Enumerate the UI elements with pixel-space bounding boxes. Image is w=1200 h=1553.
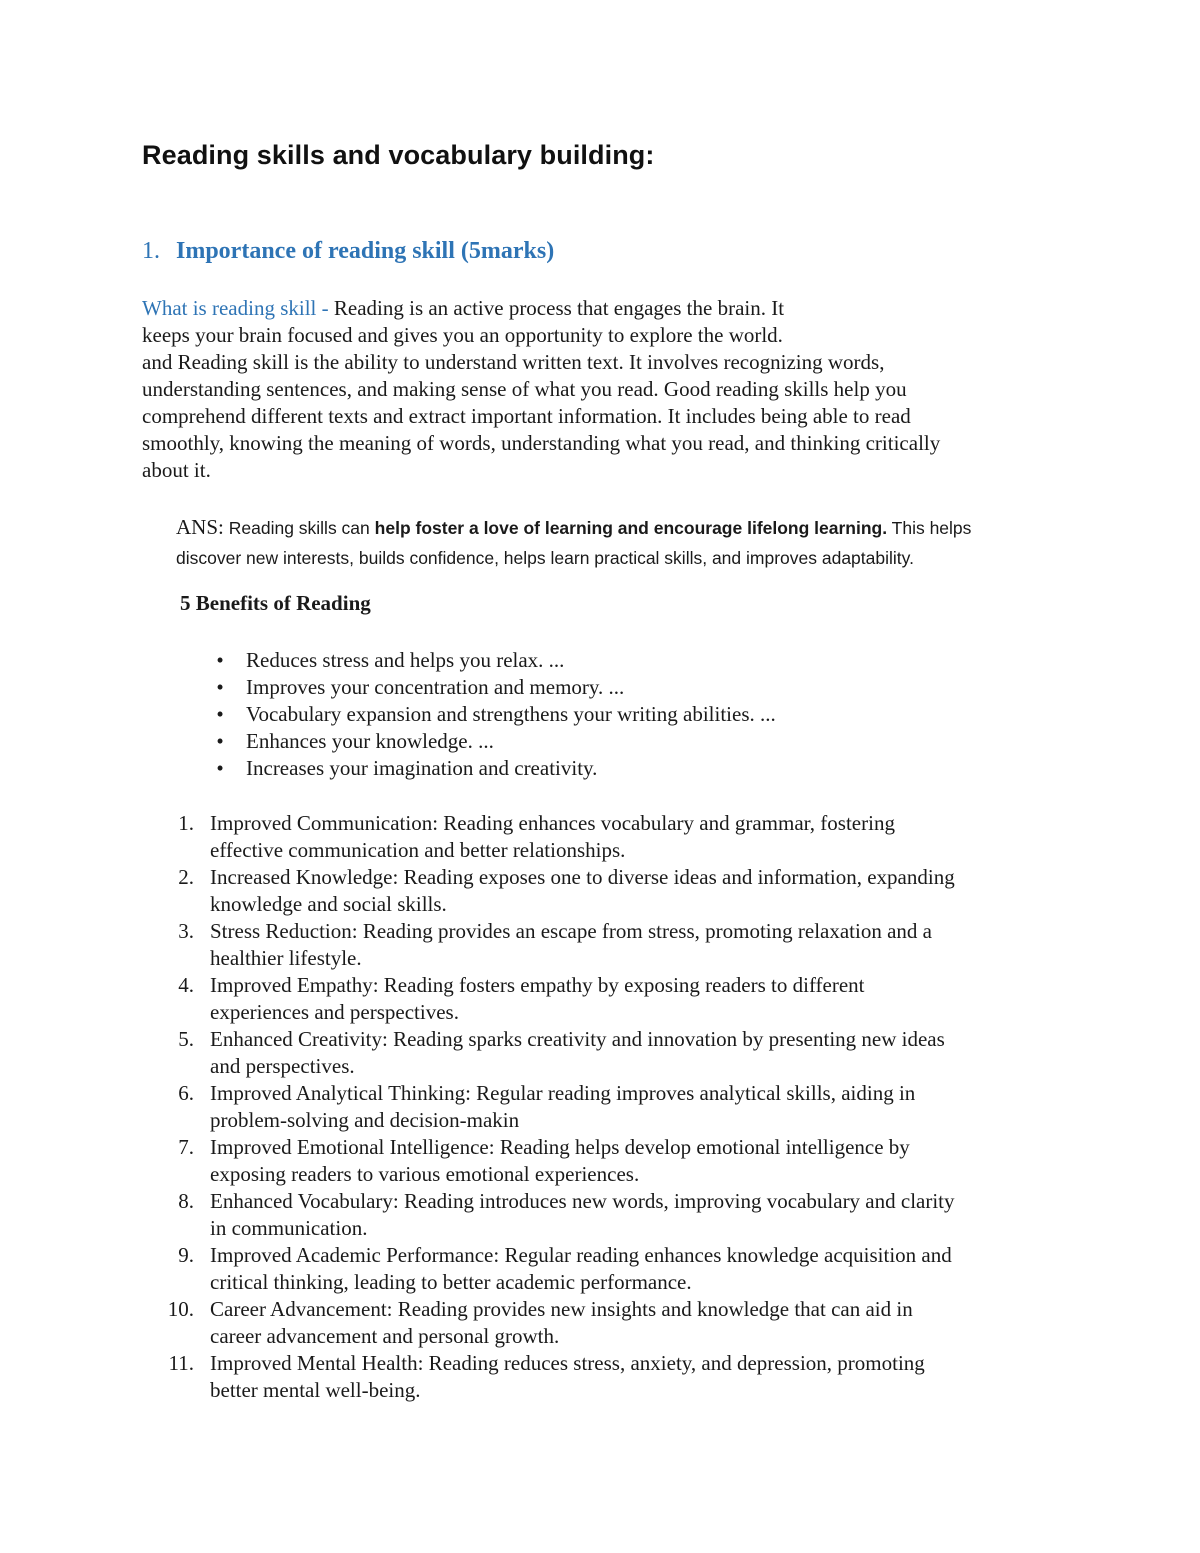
numbered-item (142, 1080, 1082, 1134)
definition-line: comprehend different texts and extract important information. It includes being able to read (142, 404, 911, 428)
answer-bold-text: help foster a love of learning and encourage lifelong learning. (374, 518, 888, 538)
numbered-item (142, 1242, 1082, 1296)
item-line: better mental well-being. (210, 1378, 421, 1402)
definition-lead: What is reading skill - (142, 296, 329, 320)
item-line: Career Advancement: Reading provides new insights and knowledge that can aid in (210, 1297, 913, 1321)
definition-line: about it. (142, 458, 211, 482)
numbered-item (142, 972, 1082, 1026)
bullet-text: Enhances your knowledge. ... (246, 729, 494, 753)
item-line: Improved Mental Health: Reading reduces stress, anxiety, and depression, promoting (210, 1351, 925, 1375)
benefits-heading: 5 Benefits of Reading (180, 591, 371, 615)
numbered-item (142, 1188, 1082, 1242)
bullet-icon: • (216, 675, 224, 699)
item-number: 11. (168, 1351, 194, 1375)
answer-line-2: discover new interests, builds confidence, helps learn practical skills, and improves adaptability. (176, 548, 914, 568)
item-line: Stress Reduction: Reading provides an escape from stress, promoting relaxation and a (210, 919, 932, 943)
bullet-item (210, 728, 776, 755)
section-number: 1. (142, 238, 160, 264)
item-line: in communication. (210, 1216, 368, 1240)
bullet-item (210, 701, 776, 728)
bullet-item (210, 755, 776, 782)
bullet-text: Improves your concentration and memory. ... (246, 675, 625, 699)
item-number: 8. (178, 1189, 194, 1213)
numbered-item (142, 1134, 1082, 1188)
item-line: experiences and perspectives. (210, 1000, 459, 1024)
item-line: Increased Knowledge: Reading exposes one to diverse ideas and information, expanding (210, 865, 955, 889)
benefits-bullet-list (210, 647, 776, 782)
section-heading (142, 238, 554, 265)
numbered-benefits-list (142, 810, 1082, 1404)
numbered-item (142, 864, 1082, 918)
item-line: critical thinking, leading to better academic performance. (210, 1270, 692, 1294)
definition-line: understanding sentences, and making sense of what you read. Good reading skills help you (142, 377, 907, 401)
item-line: exposing readers to various emotional experiences. (210, 1162, 640, 1186)
bullet-icon: • (216, 756, 224, 780)
item-number: 3. (178, 919, 194, 943)
numbered-item (142, 918, 1082, 972)
item-line: Improved Analytical Thinking: Regular reading improves analytical skills, aiding in (210, 1081, 916, 1105)
definition-line (142, 295, 1062, 322)
definition-line: smoothly, knowing the meaning of words, understanding what you read, and thinking critically (142, 431, 941, 455)
item-line: healthier lifestyle. (210, 946, 362, 970)
definition-line: and Reading skill is the ability to understand written text. It involves recognizing words, (142, 350, 885, 374)
bullet-icon: • (216, 648, 224, 672)
item-line: problem-solving and decision-makin (210, 1108, 520, 1132)
numbered-item (142, 1296, 1082, 1350)
definition-paragraph (142, 295, 1062, 484)
item-number: 2. (178, 865, 194, 889)
answer-text-after: This helps (891, 518, 972, 538)
section-heading-text: Importance of reading skill (5marks) (176, 238, 555, 264)
definition-line: keeps your brain focused and gives you an opportunity to explore the world. (142, 323, 783, 347)
item-number: 6. (178, 1081, 194, 1105)
item-line: Improved Emotional Intelligence: Reading helps develop emotional intelligence by (210, 1135, 910, 1159)
document-title: Reading skills and vocabulary building: (142, 140, 655, 170)
answer-text: Reading skills can (228, 518, 370, 538)
item-line: and perspectives. (210, 1054, 355, 1078)
bullet-item (210, 647, 776, 674)
answer-label: ANS: (176, 515, 224, 539)
item-line: Enhanced Creativity: Reading sparks creativity and innovation by presenting new ideas (210, 1027, 945, 1051)
numbered-item (142, 1026, 1082, 1080)
item-line: knowledge and social skills. (210, 892, 447, 916)
bullet-text: Increases your imagination and creativity. (246, 756, 598, 780)
item-line: Improved Academic Performance: Regular reading enhances knowledge acquisition and (210, 1243, 952, 1267)
answer-paragraph (176, 512, 1076, 573)
bullet-text: Vocabulary expansion and strengthens your writing abilities. ... (246, 702, 776, 726)
item-number: 5. (178, 1027, 194, 1051)
item-line: Enhanced Vocabulary: Reading introduces new words, improving vocabulary and clarity (210, 1189, 955, 1213)
item-line: Improved Communication: Reading enhances vocabulary and grammar, fostering (210, 811, 895, 835)
item-line: career advancement and personal growth. (210, 1324, 560, 1348)
numbered-item (142, 810, 1082, 864)
item-number: 1. (178, 811, 194, 835)
bullet-text: Reduces stress and helps you relax. ... (246, 648, 565, 672)
item-line: effective communication and better relationships. (210, 838, 626, 862)
bullet-item (210, 674, 776, 701)
bullet-icon: • (216, 702, 224, 726)
bullet-icon: • (216, 729, 224, 753)
answer-line (176, 512, 1076, 543)
item-number: 7. (178, 1135, 194, 1159)
item-number: 10. (167, 1297, 194, 1321)
numbered-item (142, 1350, 1082, 1404)
item-number: 4. (178, 973, 194, 997)
item-line: Improved Empathy: Reading fosters empathy by exposing readers to different (210, 973, 865, 997)
definition-line-text: Reading is an active process that engages the brain. It (333, 296, 785, 320)
item-number: 9. (178, 1243, 194, 1267)
